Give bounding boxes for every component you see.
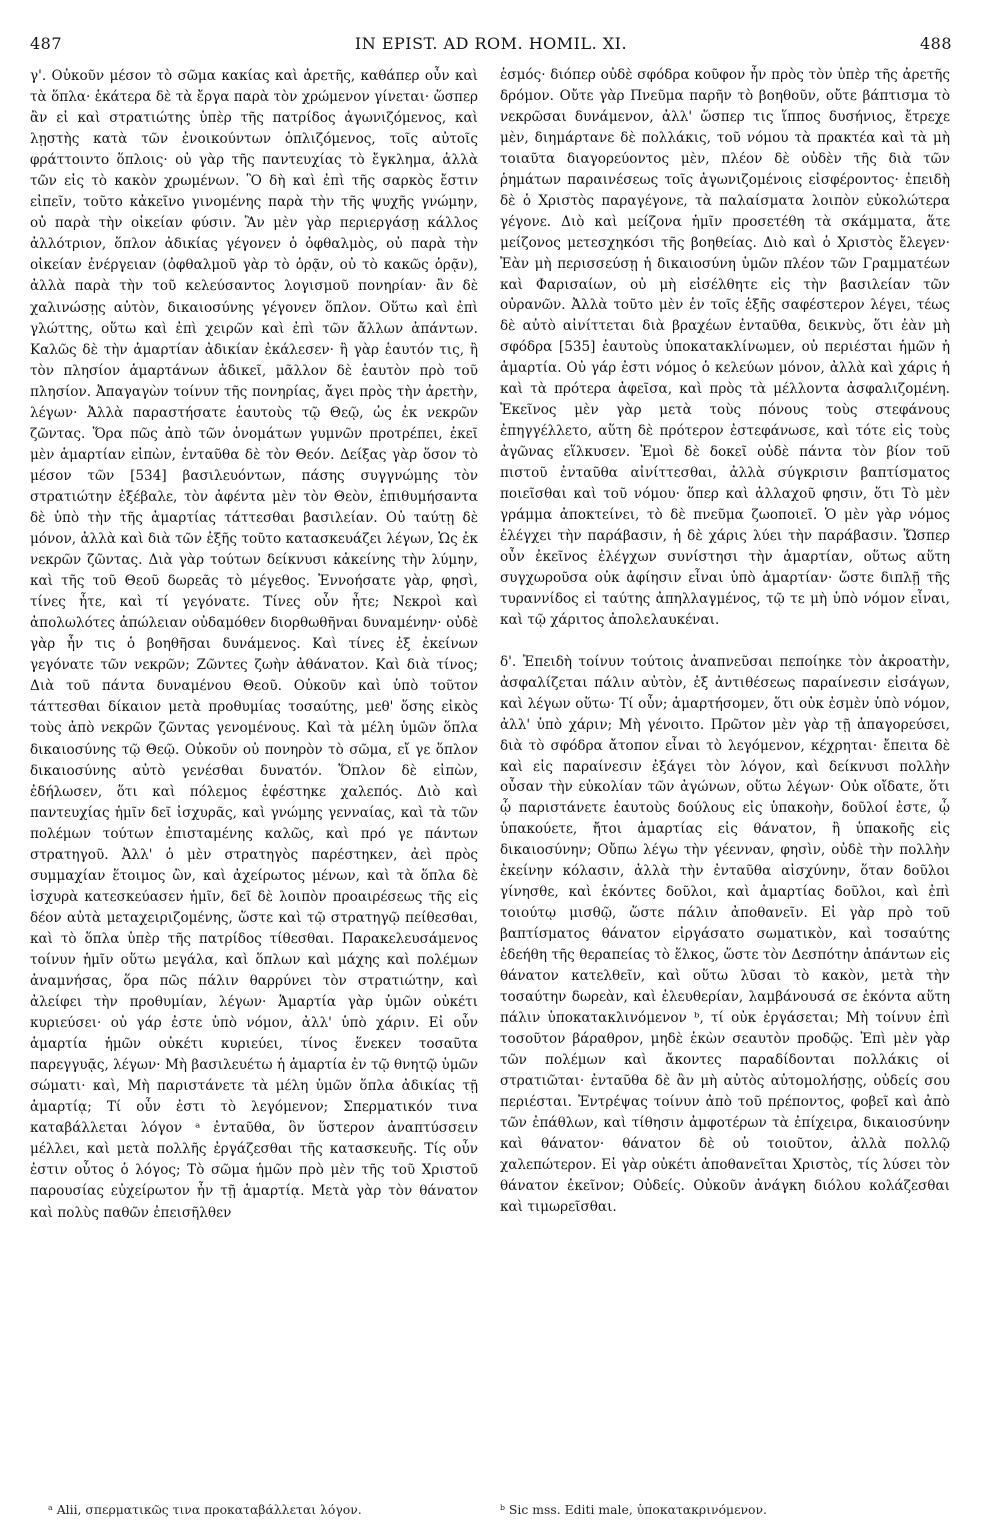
left-column <box>30 66 478 1224</box>
footnote-b: ᵇ Sic mss. Editi male, ὑποκατακρινόμενον. <box>500 1502 767 1517</box>
footnote-a: ᵃ Alii, σπερματικῶς τινα προκαταβάλλεται λόγον. <box>48 1502 362 1517</box>
running-title: IN EPIST. AD ROM. HOMIL. XI. <box>354 34 628 53</box>
right-column <box>500 65 950 1217</box>
page-number-left: 487 <box>30 34 63 53</box>
left-column-text: γ'. Οὐκοῦν μέσον τὸ σῶμα κακίας καὶ ἀρετῆς, καθάπερ οὖν καὶ τὰ ὅπλα· ἑκάτερα δὲ τὰ ἔργα παρὰ τὸν χρώμενον γίνεται· ὥσπερ ἂν εἰ καὶ στρατιώτης ὑπὲρ τῆς πατρίδος ἀγωνιζόμενος, καὶ λῃστὴς κατὰ τῶν ἐνοικούντων ὁπλιζόμενος, τοῖς αὐτοῖς φράττοιντο ὅπλοις· οὐ γὰρ τῆς παντευχίας τὸ ἔγκλημα, ἀλλὰ τῶν εἰς τὸ κακὸν χρωμένων. Ὃ δὴ καὶ ἐπὶ τῆς σαρκὸς ἔστιν εἰπεῖν, τοῦτο κἀκεῖνο γινομένης παρὰ τὴν τῆς ψυχῆς γνώμην, οὐ παρὰ τὴν οἰκείαν φύσιν. Ἂν μὲν γὰρ περιεργάσῃ κάλλος ἀλλότριον, ὅπλον ἀδικίας γέγονεν ὁ ὀφθαλμὸς, οὐ παρὰ τὴν οἰκείαν ἐνέργειαν (ὀφθαλμοῦ γὰρ τὸ ὁρᾷν, οὐ τὸ κακῶς ὁρᾷν), ἀλλὰ παρὰ τὴν τοῦ κελεύσαντος λογισμοῦ πονηρίαν· ἂν δὲ χαλινώσῃς αὐτὸν, δικαιοσύνης γέγονεν ὅπλον. Οὕτω καὶ ἐπὶ γλώττης, οὕτω καὶ ἐπὶ χειρῶν καὶ ἐπὶ τῶν ἄλλων ἁπάντων. Καλῶς δὲ τὴν ἁμαρτίαν ἀδικίαν ἐκάλεσεν· ἢ γὰρ ἑαυτόν τις, ἢ τὸν πλησίον ἁμαρτάνων ἀδικεῖ, μᾶλλον δὲ ἑαυτὸν πρὸ τοῦ πλησίον. Ἀπαγαγὼν τοίνυν τῆς πονηρίας, ἄγει πρὸς τὴν ἀρετὴν, λέγων· Ἀλλὰ παραστήσατε ἑαυτοὺς τῷ Θεῷ, ὡς ἐκ νεκρῶν ζῶντας. Ὅρα πῶς ἀπὸ τῶν ὀνομάτων γυμνῶν προτρέπει, ἐκεῖ μὲν ἁμαρτίαν εἰπὼν, ἐνταῦθα δὲ τὸν Θεόν. Δείξας γὰρ ὅσον τὸ μέσον τῶν [534] βασιλευόντων, πάσης συγγνώμης τὸν στρατιώτην ἐξέβαλε, τὸν ἀφέντα μὲν τὸν Θεὸν, ἐπιθυμήσαντα δὲ ὑπὸ τὴν τῆς ἁμαρτίας τάττεσθαι βασιλείαν. Οὐ ταύτῃ δὲ μόνον, ἀλλὰ καὶ διὰ τῶν ἑξῆς τοῦτο κατασκευάζει λέγων, Ὡς ἐκ νεκρῶν ζῶντας. Διὰ γὰρ τούτων δείκνυσι κἀκείνης τὴν λύμην, καὶ τῆς τοῦ Θεοῦ δωρεᾶς τὸ μέγεθος. Ἐννοήσατε γὰρ, φησὶ, τίνες ἦτε, καὶ τί γεγόνατε. Τίνες οὖν ἦτε; Νεκροὶ καὶ ἀπολωλότες ἀπώλειαν οὐδαμόθεν διορθωθῆναι δυναμένην· οὐδὲ γὰρ ἦν τις ὁ βοηθῆσαι δυνάμενος. Καὶ τίνες ἐξ ἐκείνων γεγόνατε τῶν νεκρῶν; Ζῶντες ζωὴν ἀθάνατον. Καὶ διὰ τίνος; Διὰ τοῦ πάντα δυναμένου Θεοῦ. Οὐκοῦν καὶ ὑπὸ τοῦτον τάττεσθαι δίκαιον μετὰ προθυμίας τοσαύτης, μεθ' ὅσης εἰκὸς τοὺς ἀπὸ νεκρῶν ζῶντας γενομένους. Καὶ τὰ μέλη ὑμῶν ὅπλα δικαιοσύνης τῷ Θεῷ. Οὐκοῦν οὐ πονηρὸν τὸ σῶμα, εἴ γε ὅπλον δικαιοσύνης αὐτὸ γενέσθαι δυνατόν. Ὅπλον δὲ εἰπὼν, ἐδήλωσεν, ὅτι καὶ πόλεμος ἐφέστηκε χαλεπός. Διὸ καὶ παντευχίας ἡμῖν δεῖ ἰσχυρᾶς, καὶ γνώμης γενναίας, καὶ τὰ τῶν πολέμων τούτων ἐπισταμένης καλῶς, καὶ πρό γε πάντων στρατηγοῦ. Ἀλλ' ὁ μὲν στρατηγὸς παρέστηκεν, ἀεὶ πρὸς συμμαχίαν ἕτοιμος ὢν, καὶ ἀχείρωτος μένων, καὶ τὰ ὅπλα δὲ ἰσχυρὰ κατεσκεύασεν ἡμῖν, δεῖ δὲ λοιπὸν προαιρέσεως τῆς εἰς δέον αὐτὰ μεταχειριζομένης, ὥστε καὶ τῷ στρατηγῷ πείθεσθαι, καὶ τὸ ὅπλα ὑπὲρ τῆς πατρίδος τίθεσθαι. Παρακελευσάμενος τοίνυν ἡμῖν οὕτω μεγάλα, καὶ ὅπλων καὶ μάχης καὶ πολέμων ἀναμνήσας, ὅρα πῶς πάλιν θαρρύνει τὸν στρατιώτην, καὶ ἀλείφει τὴν προθυμίαν, λέγων· Ἁμαρτία γὰρ ὑμῶν οὐκέτι κυριεύσει· οὐ γάρ ἐστε ὑπὸ νόμον, ἀλλ' ὑπὸ χάριν. Εἰ οὖν ἁμαρτία ἡμῶν οὐκέτι κυριεύει, τίνος ἕνεκεν τοσαῦτα παρεγγυᾷς, λέγων· Μὴ βασιλευέτω ἡ ἁμαρτία ἐν τῷ θνητῷ ὑμῶν σώματι· καὶ, Μὴ παριστάνετε τὰ μέλη ὑμῶν ὅπλα ἀδικίας τῇ ἁμαρτίᾳ; Τί οὖν ἐστι τὸ λεγόμενον; Σπερματικόν τινα καταβάλλεται λόγον ᵃ ἐνταῦθα, ὃν ὕστερον ἀναπτύσσειν μέλλει, καὶ μετὰ πολλῆς ἐργάζεσθαι τῆς κατασκευῆς. Τίς οὖν ἐστιν οὗτος ὁ λόγος; Τὸ σῶμα ἡμῶν πρὸ μὲν τῆς τοῦ Χριστοῦ παρουσίας εὐχείρωτον ἦν τῇ ἁμαρτίᾳ. Μετὰ γὰρ τὸν θάνατον καὶ πολὺς παθῶν ἐπεισῆλθεν <box>30 68 478 1221</box>
paragraph-gap <box>500 631 950 652</box>
page-number-right: 488 <box>919 34 952 53</box>
right-column-paragraph-2: δ'. Ἐπειδὴ τοίνυν τούτοις ἀναπνεῦσαι πεποίηκε τὸν ἀκροατὴν, ἀσφαλίζεται πάλιν αὐτὸν, ἐξ ἀντιθέσεως παραίνεσιν εἰσάγων, καὶ λέγων οὕτω· Τί οὖν; ἁμαρτήσομεν, ὅτι οὐκ ἐσμὲν ὑπὸ νόμον, ἀλλ' ὑπὸ χάριν; Μὴ γένοιτο. Πρῶτον μὲν γὰρ τῇ ἀπαγορεύσει, διὰ τὸ σφόδρα ἄτοπον εἶναι τὸ λεγόμενον, κέχρηται· ἔπειτα δὲ καὶ εἰς παραίνεσιν ἐξάγει τὸν λόγον, καὶ δείκνυσι πολλὴν οὖσαν τὴν εὐκολίαν τῶν ἀγώνων, οὕτω λέγων· Οὐκ οἴδατε, ὅτι ᾧ παριστάνετε ἑαυτοὺς δούλους εἰς ὑπακοὴν, δοῦλοί ἐστε, ᾧ ὑπακούετε, ἤτοι ἁμαρτίας εἰς θάνατον, ἢ ὑπακοῆς εἰς δικαιοσύνην; Οὔπω λέγω τὴν γέενναν, φησὶν, οὐδὲ τὴν πολλὴν ἐκείνην κόλασιν, ἀλλὰ τὴν ἐνταῦθα αἰσχύνην, ὅταν δοῦλοι γίνησθε, καὶ ἑκόντες δοῦλοι, καὶ ἁμαρτίας δοῦλοι, καὶ ἐπὶ τοιούτῳ μισθῷ, ὥστε πάλιν ἀποθανεῖν. Εἰ γὰρ πρὸ τοῦ βαπτίσματος θάνατον εἰργάσατο σωματικὸν, καὶ τοσαύτης ἐδεήθη τῆς θεραπείας τὸ ἕλκος, ὥστε τὸν Δεσπότην ἁπάντων εἰς θάνατον κατελθεῖν, καὶ οὕτω λῦσαι τὸ κακὸν, μετὰ τὴν τοσαύτην δωρεὰν, καὶ ἐλευθερίαν, λαμβάνουσά σε ἑκόντα αὕτη πάλιν ὑποκατακλινόμενον ᵇ, τί οὐκ ἐργάσεται; Μὴ τοίνυν ἐπὶ τοσοῦτον βάραθρον, μηδὲ ἑκὼν σεαυτὸν προδῷς. Ἐπὶ μὲν γὰρ τῶν πολέμων καὶ ἄκοντες παραδίδονται πολλάκις οἱ στρατιῶται· ἐνταῦθα δὲ ἂν μὴ αὐτὸς αὐτομολήσῃς, οὐδείς σου περιέσται. Ἐντρέψας τοίνυν ἀπὸ τοῦ πρέποντος, φοβεῖ καὶ ἀπὸ τῶν ἐπάθλων, καὶ τίθησιν ἀμφοτέρων τὰ ἐπίχειρα, δικαιοσύνην καὶ θάνατον· θάνατον δὲ οὐ τοιοῦτον, ἀλλὰ πολλῷ χαλεπώτερον. Εἰ γὰρ οὐκέτι ἀποθανεῖται Χριστὸς, τίς λύσει τὸν θάνατον ἐκεῖνον; Οὐδείς. Οὐκοῦν ἀνάγκη διόλου κολάζεσθαι καὶ τιμωρεῖσθαι. <box>500 653 950 1215</box>
right-column-paragraph-1: ἑσμός· διόπερ οὐδὲ σφόδρα κοῦφον ἦν πρὸς τὸν ὑπὲρ τῆς ἀρετῆς δρόμον. Οὔτε γὰρ Πνεῦμα παρῆν τὸ βοηθοῦν, οὔτε βάπτισμα τὸ νεκρῶσαι δυνάμενον, ἀλλ' ὥσπερ τις ἵππος δυσήνιος, ἔτρεχε μὲν, διημάρτανε δὲ πολλάκις, τοῦ νόμου τὰ πρακτέα καὶ τὰ μὴ τοιαῦτα διαγορεύοντος μὲν, πλέον δὲ οὐδὲν τῆς διὰ τῶν ῥημάτων παραινέσεως τοῖς ἀγωνιζομένοις εἰσφέροντος· ἐπειδὴ δὲ ὁ Χριστὸς παραγέγονε, τὰ παλαίσματα λοιπὸν εὐκολώτερα γέγονε. Διὸ καὶ μείζονα ἡμῖν προσετέθη τὰ σκάμματα, ἅτε μείζονος μετεσχηκόσι τῆς βοηθείας. Διὸ καὶ ὁ Χριστὸς ἔλεγεν· Ἐὰν μὴ περισσεύσῃ ἡ δικαιοσύνη ὑμῶν πλέον τῶν Γραμματέων καὶ Φαρισαίων, οὐ μὴ εἰσέλθητε εἰς τὴν βασιλείαν τῶν οὐρανῶν. Ἀλλὰ τοῦτο μὲν ἐν τοῖς ἑξῆς σαφέστερον λέγει, τέως δὲ αὐτὸ αἰνίττεται διὰ βραχέων ἐνταῦθα, δεικνὺς, ὅτι ἐὰν μὴ σφόδρα [535] ἑαυτοὺς ὑποκατακλίνωμεν, οὐ περιέσται ἡμῶν ἡ ἁμαρτία. Οὐ γάρ ἐστι νόμος ὁ κελεύων μόνον, ἀλλὰ καὶ χάρις ἡ καὶ τὰ πρότερα ἀφεῖσα, καὶ πρὸς τὰ μέλλοντα ἀσφαλιζομένη. Ἐκεῖνος μὲν γὰρ μετὰ τοὺς πόνους τοὺς στεφάνους ἐπηγγέλλετο, αὕτη δὲ πρότερον ἐστεφάνωσε, καὶ τότε εἰς τοὺς ἀγῶνας εἵλκυσεν. Ἐμοὶ δὲ δοκεῖ οὐδὲ πάντα τὸν βίον τοῦ πιστοῦ ἐνταῦθα αἰνίττεσθαι, ἀλλὰ σύγκρισιν βαπτίσματος ποιεῖσθαι καὶ τοῦ νόμου· ὅπερ καὶ ἀλλαχοῦ φησιν, ὅτι Τὸ μὲν γράμμα ἀποκτείνει, τὸ δὲ πνεῦμα ζωοποιεῖ. Ὁ μὲν γὰρ νόμος ἐλέγχει τὴν παράβασιν, ἡ δὲ χάρις λύει τὴν παράβασιν. Ὥσπερ οὖν ἐκεῖνος ἐλέγχων συνίστησι τὴν ἁμαρτίαν, οὕτως αὕτη συγχωροῦσα οὐκ ἀφίησιν εἶναι ὑπὸ ἁμαρτίαν· ὥστε διπλῇ τῆς τυραννίδος εἰ ταύτης ἀπηλλαγμένος, τῷ τε μὴ ὑπὸ νόμον εἶναι, καὶ τῷ χάριτος ἀπολελαυκέναι. <box>500 67 950 628</box>
running-header <box>30 34 952 58</box>
